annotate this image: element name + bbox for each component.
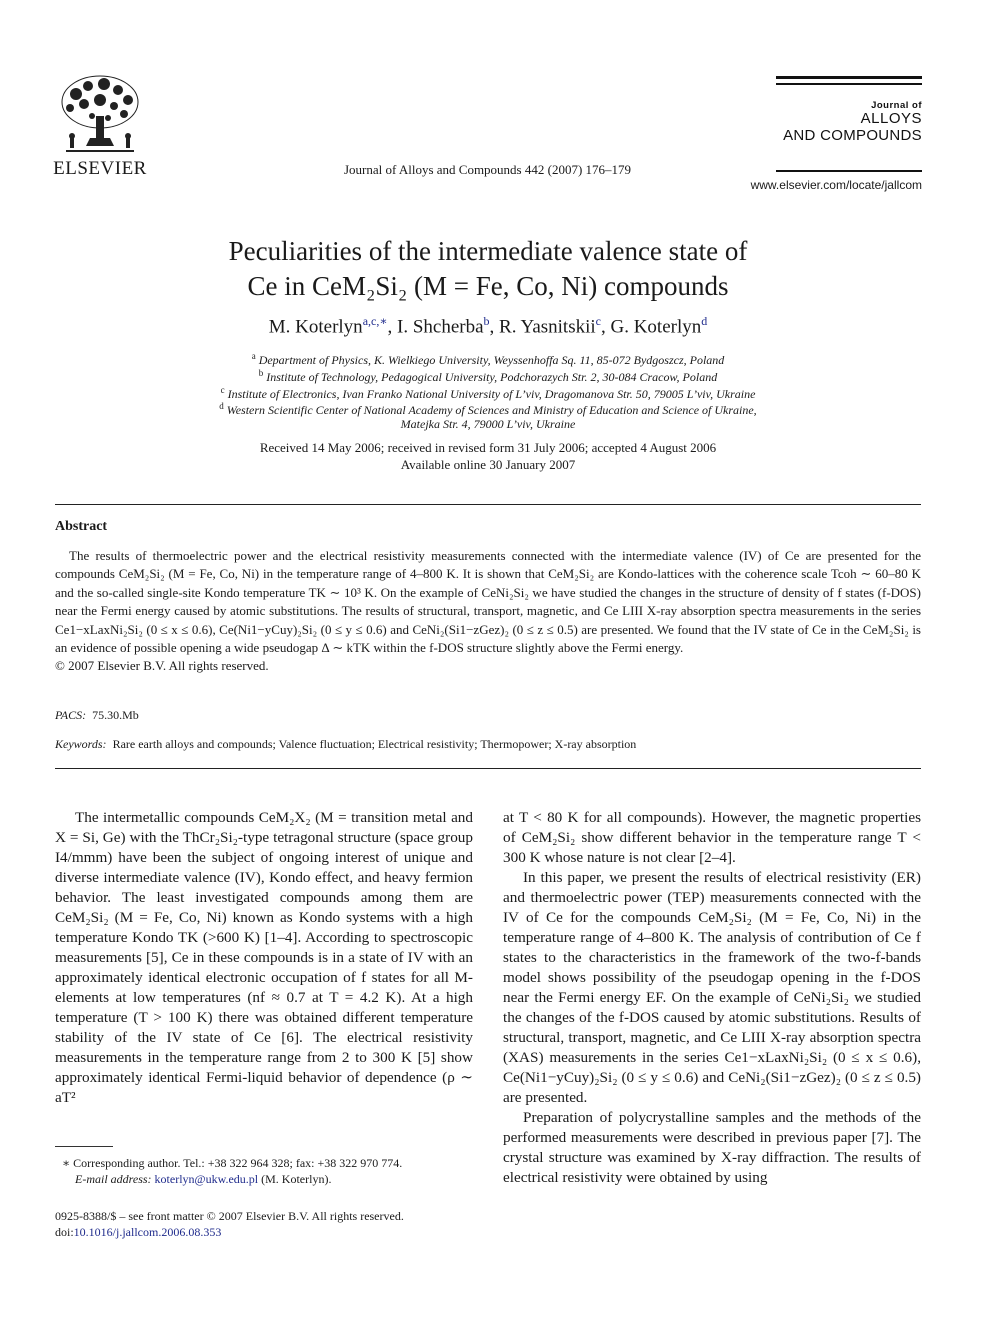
email-label: E-mail address:	[75, 1172, 152, 1186]
header-rule	[776, 76, 922, 79]
abstract-text: The results of thermoelectric power and the electrical resistivity measurements connected with the intermediate valence (IV) of Ce are presented for the compounds CeM₂Si₂ (M = Fe, Co, Ni) in the temperature range of 4–800 K. It is shown that CeM₂Si₂ are Kondo-lattices with the coherence scale Tcoh ∼ 60–80 K and the so-called single-site Kondo temperature TK ∼ 10³ K. On the example of CeNi₂Si₂ we have studied the changes in the structure of density of f states (f-DOS) near the Fermi energy caused by atomic substitutions. The results of structural, transport, magnetic, and Ce LIII X-ray absorption spectra measurements in the series Ce1−xLaxNi₂Si₂ (0 ≤ x ≤ 0.6), Ce(Ni1−yCuy)₂Si₂ (0 ≤ y ≤ 0.6) and CeNi₂(Si1−zGez)₂ (0 ≤ z ≤ 0.5) are presented. We found that the IV state of Ce in the CeM₂Si₂ is an evidence of possible opening a wide pseudogap Δ ∼ kTK within the f-DOS structure slightly above the Fermi energy.	[55, 548, 921, 656]
author-affil-link[interactable]: d	[701, 314, 708, 328]
author-name: I. Shcherba	[397, 316, 484, 338]
keywords	[55, 737, 636, 752]
publisher-name: ELSEVIER	[53, 158, 147, 179]
author-name: R. Yasnitskii	[499, 316, 596, 338]
elsevier-tree-icon	[56, 72, 144, 156]
keywords-value: Rare earth alloys and compounds; Valence fluctuation; Electrical resistivity; Thermopower; X-ray absorption	[112, 737, 637, 751]
affiliation-text: Western Scientific Center of National Academy of Sciences and Ministry of Education and Science of Ukraine,	[226, 403, 757, 417]
author-name: M. Koterlyn	[268, 316, 363, 338]
corresponding-author-note: ∗ Corresponding author. Tel.: +38 322 964 328; fax: +38 322 970 774.	[62, 1156, 403, 1170]
keywords-label: Keywords:	[55, 737, 107, 751]
author-separator: ,	[387, 316, 397, 338]
issn-line: 0925-8388/$ – see front matter © 2007 Elsevier B.V. All rights reserved.	[55, 1209, 404, 1223]
title-line-1: Peculiarities of the intermediate valence state of	[228, 236, 748, 266]
body-paragraph: The intermetallic compounds CeM₂X₂ (M = transition metal and X = Si, Ge) with the ThCr₂Si₂-type tetragonal structure (space group I4/mmm) have been the subject of ongoing interest of unique and diverse intermediate valence (IV), Kondo effect, and heavy fermion behavior. The least investigated compounds among them are CeM₂Si₂ (M = Fe, Co, Ni) known as Kondo systems with a high temperature Kondo TK (>600 K) [1–4]. According to spectroscopic measurements [5], Ce in these compounds is in a state of IV with an approximately identical electronic occupation of f states for all M-elements at low temperatures (nf ≈ 0.7 at T = 4.2 K). At a high temperature (T > 100 K) there was obtained different temperature stability of the IV state of Ce [6]. The electrical resistivity measurements in the temperature range from 2 to 300 K [5] show approximately identical Fermi-liquid behavior of dependence (ρ ∼ aT²	[55, 809, 473, 1106]
author-affil-link[interactable]: b	[483, 314, 490, 328]
pacs-value: 75.30.Mb	[92, 708, 139, 722]
section-divider	[55, 504, 921, 505]
affiliation-text: Department of Physics, K. Wielkiego University, Weyssenhoffa Sq. 11, 85-072 Bydgoszcz, Poland	[258, 353, 725, 367]
available-online: Available online 30 January 2007	[400, 457, 576, 472]
body-left-column	[55, 808, 473, 1108]
affiliation-text: Institute of Electronics, Ivan Franko National University of L’viv, Dragomanova Str. 50, 79005 L’viv, Ukraine	[227, 387, 756, 401]
journal-logo	[750, 74, 922, 194]
body-paragraph: In this paper, we present the results of electrical resistivity (ER) and thermoelectric power (TEP) measurements connected with the IV of Ce for the compounds CeM₂Si₂ (M = Fe, Co, Ni) in the temperature range of 4–800 K. The analysis of contribution of Ce f states to the characteristics in the framework of the two-f-bands model shows possibility of the pseudogap opening in the f-DOS near the Fermi energy EF. On the example of CeNi₂Si₂ we studied the changes of the f-DOS caused by atomic substitutions. Results of structural, transport, magnetic, and Ce LIII X-ray absorption spectra (XAS) measurements in the series Ce1−xLaxNi₂Si₂ (0 ≤ x ≤ 0.6), Ce(Ni1−yCuy)₂Si₂ (0 ≤ y ≤ 0.6) and CeNi₂(Si1−zGez)₂ (0 ≤ z ≤ 0.5) are presented.	[503, 869, 921, 1106]
article-title	[100, 234, 876, 304]
abstract-heading: Abstract	[55, 519, 108, 534]
affiliation-marker: a	[251, 351, 256, 361]
journal-logo-line3: AND COMPOUNDS	[783, 127, 922, 144]
journal-url[interactable]: www.elsevier.com/locate/jallcom	[750, 178, 922, 192]
email-link[interactable]: koterlyn@ukw.edu.pl	[154, 1172, 259, 1186]
affiliation-marker: c	[220, 385, 225, 395]
body-right-column	[503, 808, 921, 1188]
affiliation	[100, 401, 876, 418]
doi-line	[55, 1224, 221, 1240]
abstract-body	[55, 547, 921, 676]
elsevier-logo	[52, 72, 148, 182]
doi-label: doi:	[55, 1225, 74, 1239]
body-paragraph: at T < 80 K for all compounds). However, the magnetic properties of CeM₂Si₂ show different behavior in the temperature range T < 300 K whose nature is not clear [2–4].	[503, 809, 921, 866]
footnote-rule	[55, 1146, 113, 1147]
pacs	[55, 708, 139, 723]
title-line-2: Ce in CeM₂Si₂ (M = Fe, Co, Ni) compounds	[247, 271, 729, 301]
author-affil-link[interactable]: a,c,∗	[362, 314, 388, 328]
affiliation-marker: d	[219, 401, 224, 411]
section-divider	[55, 768, 921, 769]
received-dates: Received 14 May 2006; received in revised form 31 July 2006; accepted 4 August 2006	[259, 440, 717, 455]
affiliation-marker: b	[258, 368, 264, 378]
author-list	[100, 314, 876, 338]
journal-logo-line1: Journal of	[871, 100, 922, 111]
author-affil-link[interactable]: c	[595, 314, 601, 328]
affiliation-continued: Matejka Str. 4, 79000 L’viv, Ukraine	[400, 417, 576, 431]
affiliation	[100, 385, 876, 402]
email-suffix: (M. Koterlyn).	[261, 1172, 332, 1186]
author-name: G. Koterlyn	[610, 316, 702, 338]
author-separator: ,	[489, 316, 500, 338]
author-separator: ,	[600, 316, 611, 338]
header-rule-thin	[776, 83, 922, 85]
affiliation-text: Institute of Technology, Pedagogical University, Podchorazych Str. 2, 30-084 Cracow, Poland	[266, 370, 718, 384]
affiliation	[100, 368, 876, 385]
body-paragraph: Preparation of polycrystalline samples and the methods of the performed measurements were described in previous paper [7]. The crystal structure was examined by X-ray diffraction. The results of electrical resistivity were obtained by using	[503, 1109, 921, 1186]
journal-logo-line2: ALLOYS	[860, 110, 922, 127]
abstract-copyright: © 2007 Elsevier B.V. All rights reserved.	[55, 658, 269, 674]
email-note	[75, 1171, 331, 1187]
doi-link[interactable]: 10.1016/j.jallcom.2006.08.353	[73, 1225, 222, 1239]
pacs-label: PACS:	[55, 708, 87, 722]
affiliation	[100, 351, 876, 368]
journal-logo-rule	[776, 170, 922, 172]
journal-citation: Journal of Alloys and Compounds 442 (2007) 176–179	[343, 162, 632, 177]
